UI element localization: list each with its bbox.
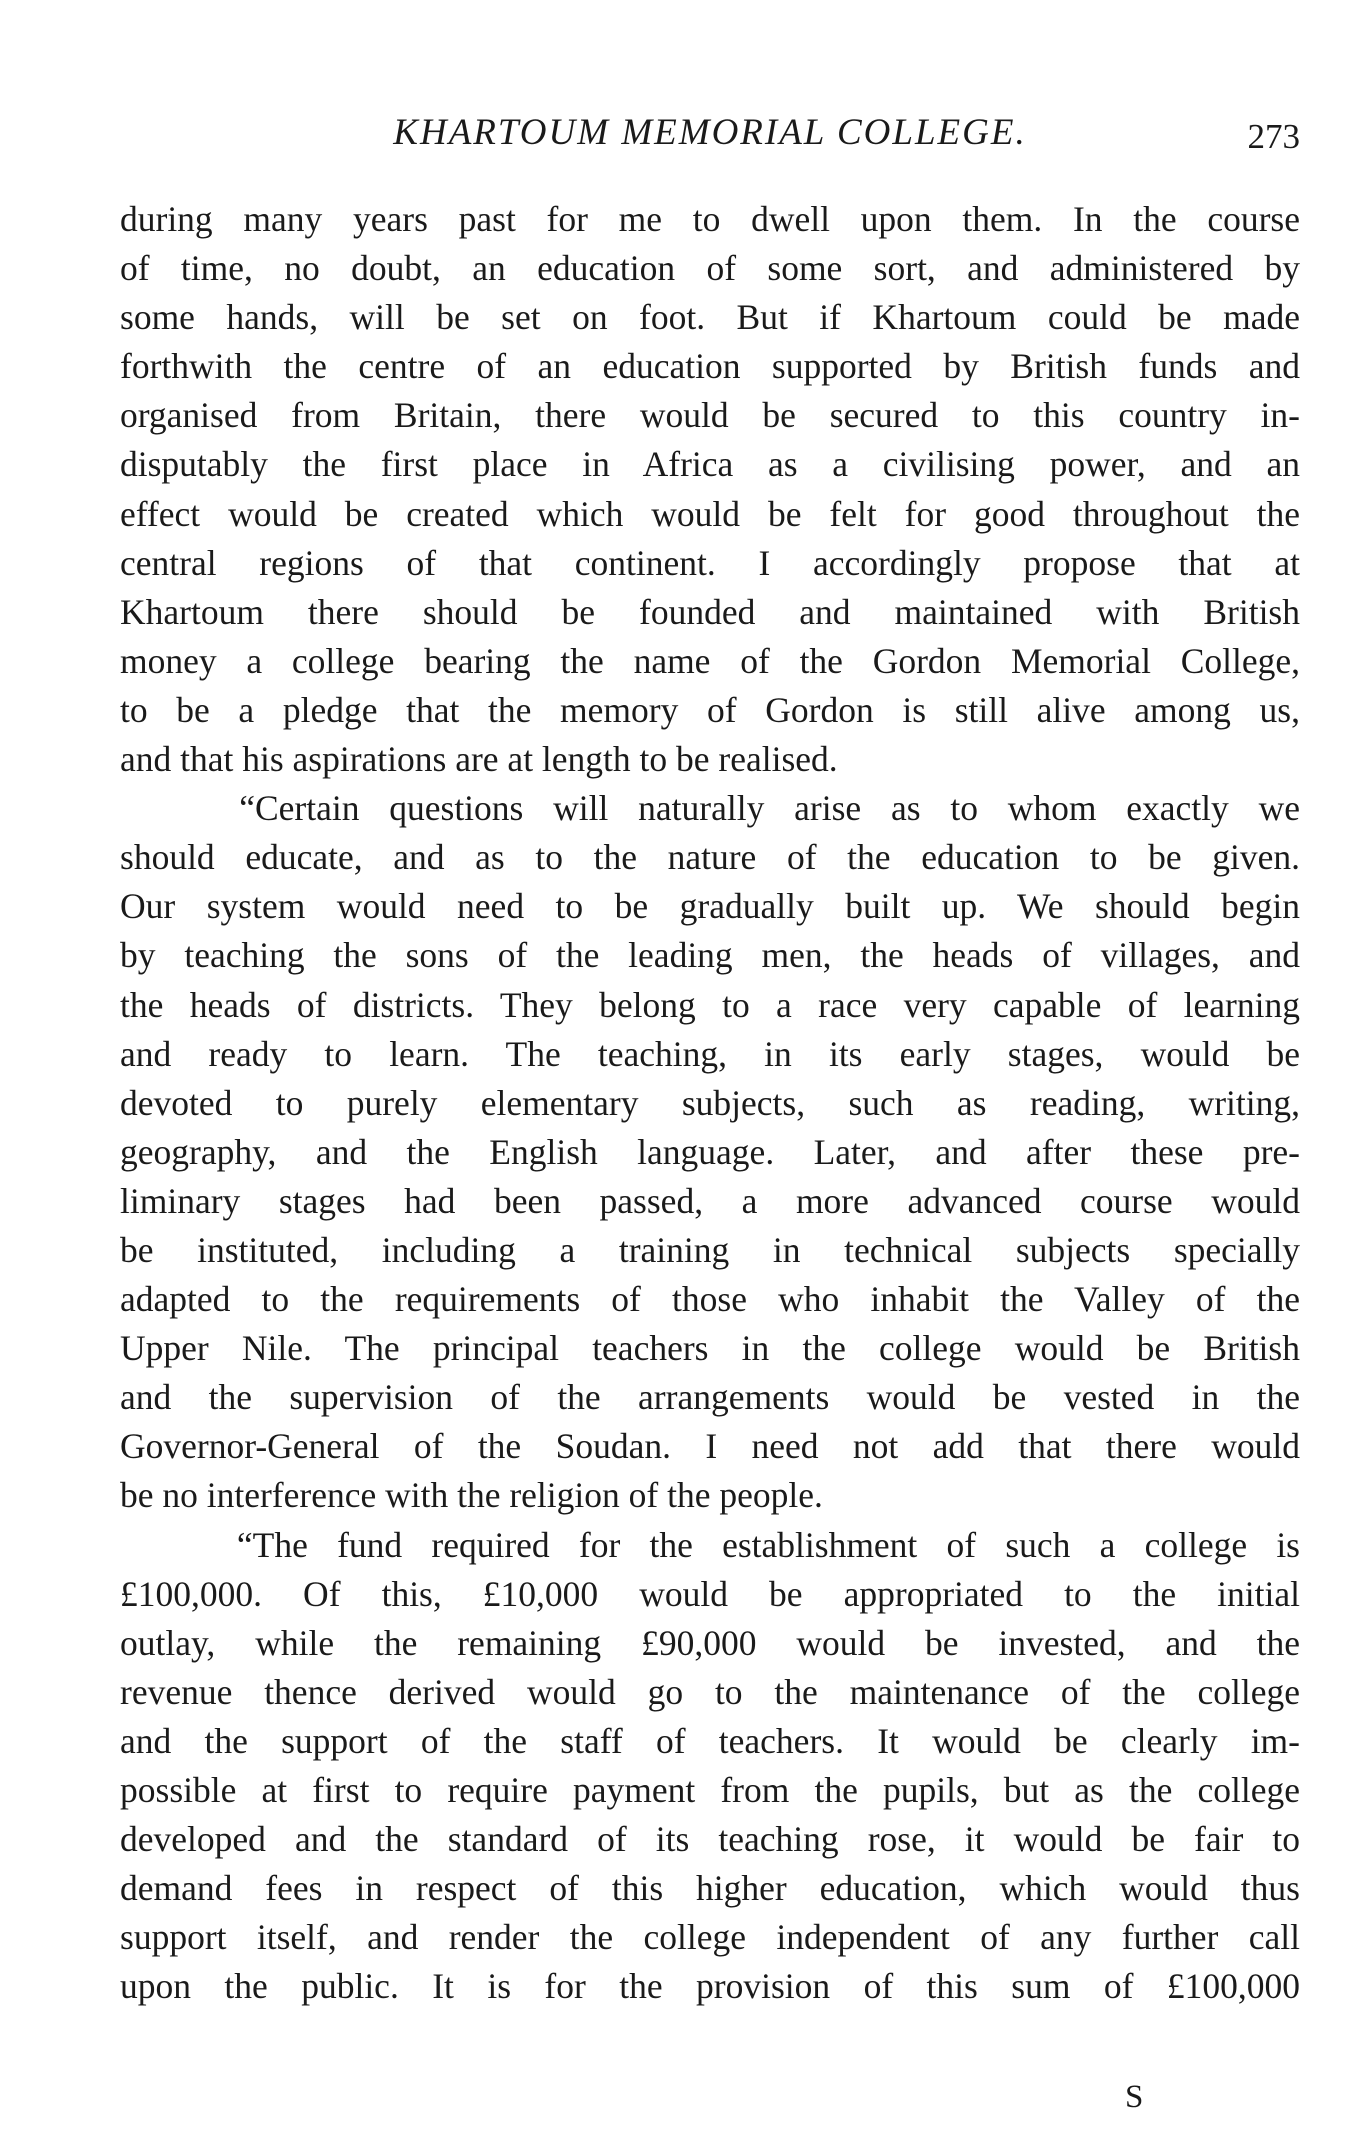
text-line: during many years past for me to dwell upon them. In the course (120, 199, 1300, 239)
text-line: Our system would need to be gradually built up. We should begin (120, 886, 1300, 927)
text-line: outlay, while the remaining £90,000 would be invested, and the (120, 1622, 1300, 1663)
signature-mark: S (1125, 2079, 1144, 2115)
text-line: “The fund required for the establishment of such a college is (120, 1524, 1300, 1565)
text-line: be instituted, including a training in technical subjects specially (120, 1229, 1300, 1270)
text-line: and the supervision of the arrangements would be vested in the (120, 1377, 1300, 1418)
running-title: KHARTOUM MEMORIAL COLLEGE. (393, 112, 1027, 153)
text-line: Governor-General of the Soudan. I need not add that there would (120, 1426, 1300, 1467)
text-line: and the support of the staff of teachers. It would be clearly im- (120, 1720, 1300, 1761)
text-line: Upper Nile. The principal teachers in the college would be British (120, 1328, 1300, 1369)
text-line: and that his aspirations are at length to be realised. (120, 739, 838, 780)
text-line: of time, no doubt, an education of some sort, and administered by (120, 248, 1300, 289)
text-line: upon the public. It is for the provision of this sum of £100,000 (120, 1966, 1300, 2007)
text-line: the heads of districts. They belong to a race very capable of learning (120, 984, 1300, 1025)
text-line: demand fees in respect of this higher education, which would thus (120, 1868, 1300, 1909)
running-head (120, 108, 1300, 158)
page-number: 273 (1247, 117, 1300, 156)
text-line: by teaching the sons of the leading men, the heads of villages, and (120, 935, 1300, 976)
text-line: revenue thence derived would go to the maintenance of the college (120, 1671, 1300, 1712)
body-text (120, 195, 1300, 2011)
text-line: forthwith the centre of an education supported by British funds and (120, 346, 1300, 387)
text-line: support itself, and render the college independent of any further call (120, 1917, 1300, 1958)
text-line: to be a pledge that the memory of Gordon is still alive among us, (120, 689, 1300, 730)
text-line: money a college bearing the name of the Gordon Memorial College, (120, 640, 1300, 681)
text-line: liminary stages had been passed, a more advanced course would (120, 1180, 1300, 1221)
text-line: be no interference with the religion of the people. (120, 1475, 823, 1516)
text-line: adapted to the requirements of those who inhabit the Valley of the (120, 1279, 1300, 1320)
text-line: possible at first to require payment from the pupils, but as the college (120, 1770, 1300, 1810)
text-line: geography, and the English language. Later, and after these pre- (120, 1131, 1300, 1172)
text-line: devoted to purely elementary subjects, such as reading, writing, (120, 1082, 1300, 1123)
text-line: some hands, will be set on foot. But if Khartoum could be made (120, 297, 1300, 338)
text-line: central regions of that continent. I accordingly propose that at (120, 542, 1300, 583)
text-line: and ready to learn. The teaching, in its early stages, would be (120, 1033, 1300, 1074)
text-line: Khartoum there should be founded and maintained with British (120, 591, 1300, 632)
text-line: should educate, and as to the nature of the education to be given. (120, 837, 1300, 878)
text-line: developed and the standard of its teaching rose, it would be fair to (120, 1819, 1300, 1860)
text-line: “Certain questions will naturally arise as to whom exactly we (120, 788, 1300, 829)
text-line: effect would be created which would be felt for good throughout the (120, 493, 1300, 534)
text-line: disputably the first place in Africa as a civilising power, and an (120, 444, 1300, 485)
text-line: £100,000. Of this, £10,000 would be appropriated to the initial (120, 1573, 1300, 1614)
text-line: organised from Britain, there would be secured to this country in- (120, 395, 1300, 436)
